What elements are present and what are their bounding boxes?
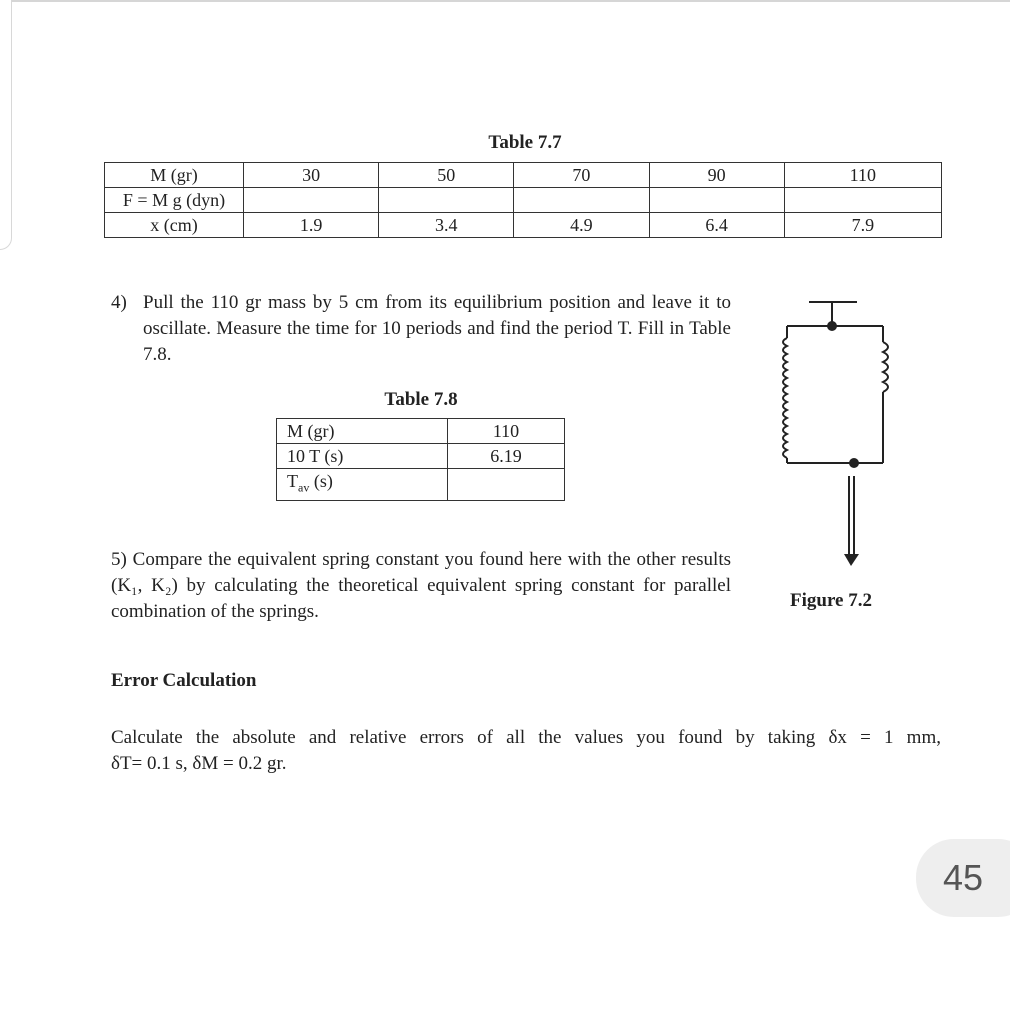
- table-cell: [514, 188, 649, 213]
- table-cell: [244, 188, 379, 213]
- error-text-line-1: Calculate the absolute and relative errors of all the values you found by taking δx = 1 mm,: [111, 727, 941, 748]
- table-cell: [448, 469, 565, 501]
- figure-caption: Figure 7.2: [790, 590, 872, 611]
- t-label: T: [287, 471, 298, 491]
- table-row: [277, 469, 565, 501]
- table-cell: 3.4: [379, 213, 514, 238]
- table-cell: 4.9: [514, 213, 649, 238]
- top-divider: [0, 0, 1010, 2]
- table-7-7: [104, 162, 942, 238]
- table-row: [277, 444, 565, 469]
- error-calculation-heading: Error Calculation: [111, 670, 257, 691]
- table-cell-label: F = M g (dyn): [105, 188, 244, 213]
- table-cell-label: M (gr): [105, 163, 244, 188]
- bottom-joint: [849, 458, 859, 468]
- table-row: [277, 419, 565, 444]
- step-4-paragraph: [111, 290, 731, 368]
- table-7-8: [276, 418, 565, 501]
- table-cell: 6.4: [649, 213, 784, 238]
- table-cell-label: [277, 469, 448, 501]
- table-cell: 110: [784, 163, 941, 188]
- table-cell-label: 10 T (s): [277, 444, 448, 469]
- table-cell: 6.19: [448, 444, 565, 469]
- error-text-line-2: δT= 0.1 s, δM = 0.2 gr.: [111, 753, 287, 774]
- table-cell-label: M (gr): [277, 419, 448, 444]
- spring-left-icon: [783, 338, 787, 458]
- table-cell: [379, 188, 514, 213]
- step-4-text: Pull the 110 gr mass by 5 cm from its equilibrium position and leave it to oscillate. Measure the time for 10 periods and find the period T. Fill in Table 7.8.: [143, 292, 731, 365]
- table-7-8-caption: Table 7.8: [384, 389, 458, 410]
- table-cell: 110: [448, 419, 565, 444]
- arrow-head-icon: [844, 554, 859, 566]
- error-calculation-text: [111, 725, 941, 777]
- top-joint: [827, 321, 837, 331]
- table-cell: 30: [244, 163, 379, 188]
- table-cell-label: x (cm): [105, 213, 244, 238]
- table-cell: 90: [649, 163, 784, 188]
- table-cell: [784, 188, 941, 213]
- previous-page-edge: [0, 0, 12, 250]
- av-subscript: av: [298, 480, 310, 495]
- table-cell: 1.9: [244, 213, 379, 238]
- table-row: [105, 188, 942, 213]
- spring-figure: [765, 290, 895, 580]
- table-cell: [649, 188, 784, 213]
- table-cell: 7.9: [784, 213, 941, 238]
- table-row: [105, 213, 942, 238]
- unit-label: (s): [309, 471, 333, 491]
- table-cell: 70: [514, 163, 649, 188]
- table-row: [105, 163, 942, 188]
- step-5-paragraph: 5) Compare the equivalent spring constant you found here with the other results (K₁, K₂) by calculating the theoretical equivalent spring constant for parallel combination of the springs.: [111, 549, 731, 622]
- table-7-7-caption: Table 7.7: [488, 132, 562, 153]
- page-number-badge: [916, 839, 1010, 917]
- table-cell: 50: [379, 163, 514, 188]
- spring-right-icon: [883, 342, 888, 392]
- page-number: 45: [942, 857, 984, 898]
- step-4-number: 4): [111, 292, 127, 313]
